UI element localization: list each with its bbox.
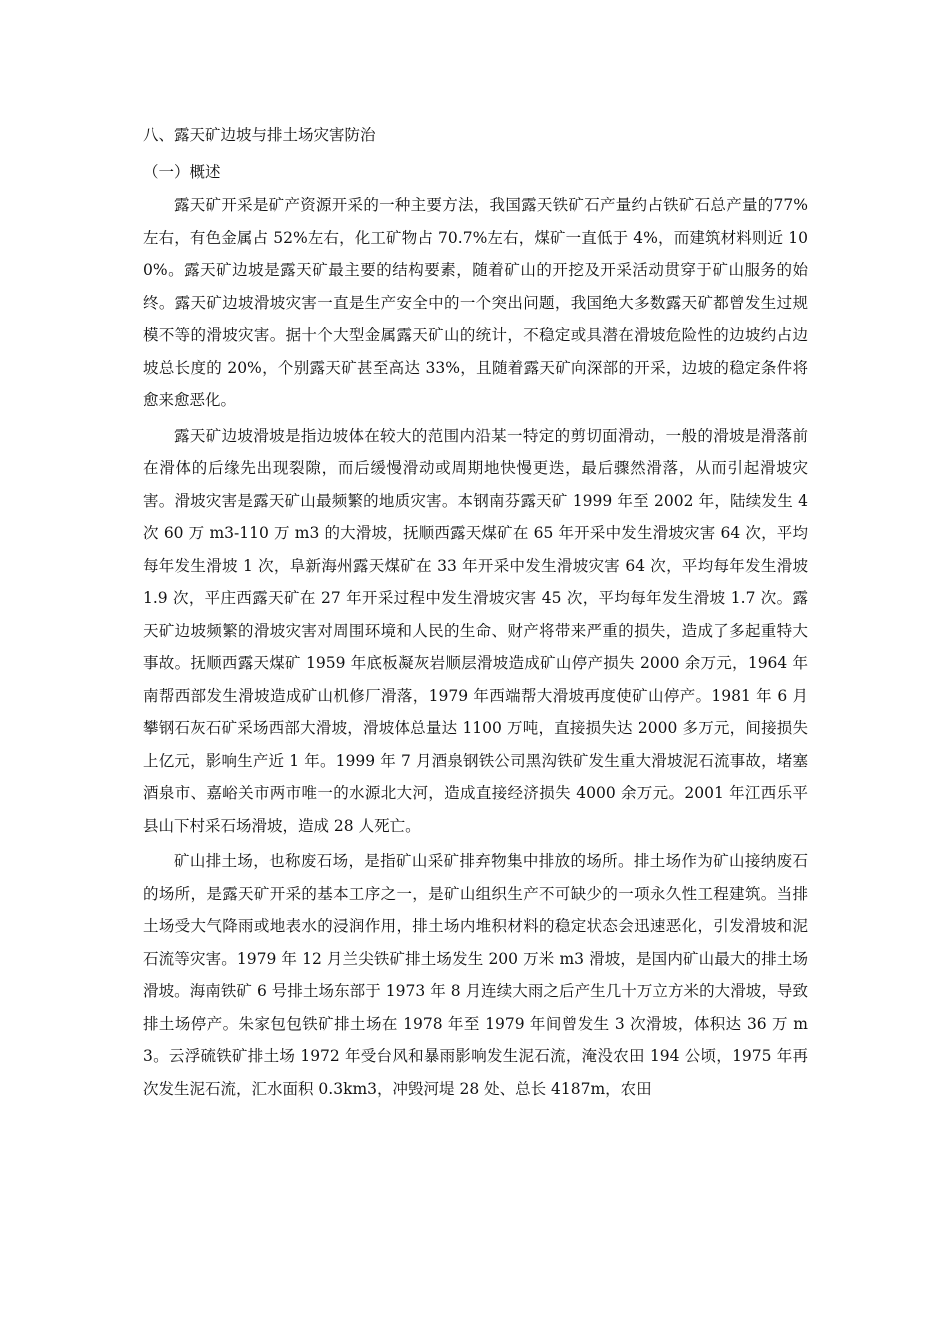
paragraph-overview-3: 矿山排土场，也称废石场，是指矿山采矿排弃物集中排放的场所。排土场作为矿山接纳废石的场所，是露天矿开采的基本工序之一，是矿山组织生产不可缺少的一项永久性工程建筑。当排土场受大气降雨或地表水的浸润作用，排土场内堆积材料的稳定状态会迅速恶化，引发滑坡和泥石流等灾害。1979 年 12 月兰尖铁矿排土场发生 200 万米 m3 滑坡，是国内矿山最大的排土场滑坡。海南铁矿 6 号排土场东部于 1973 年 8 月连续大雨之后产生几十万立方米的大滑坡，导致排土场停产。朱家包包铁矿排土场在 1978 年至 1979 年间曾发生 3 次滑坡，体积达 36 万 m3。云浮硫铁矿排土场 1972 年受台风和暴雨影响发生泥石流，淹没农田 194 公顷，1975 年再次发生泥石流，汇水面积 0.3km3，冲毁河堤 28 处、总长 4187m，农田: [143, 852, 808, 1098]
document-body: [143, 120, 808, 1105]
subsection-title: （一）概述: [143, 163, 221, 181]
paragraph-overview-1: 露天矿开采是矿产资源开采的一种主要方法，我国露天铁矿石产量约占铁矿石总产量的77%左右，有色金属占 52%左右，化工矿物占 70.7%左右，煤矿一直低于 4%，而建筑材料则近 100%。露天矿边坡是露天矿最主要的结构要素，随着矿山的开挖及开采活动贯穿于矿山服务的始终。露天矿边坡滑坡灾害一直是生产安全中的一个突出问题，我国绝大多数露天矿都曾发生过规模不等的滑坡灾害。据十个大型金属露天矿山的统计，不稳定或具潜在滑坡危险性的边坡约占边坡总长度的 20%，个别露天矿甚至高达 33%，且随着露天矿向深部的开采，边坡的稳定条件将愈来愈恶化。: [143, 196, 808, 409]
section-title: 八、露天矿边坡与排土场灾害防治: [143, 126, 376, 144]
paragraph-overview-2: 露天矿边坡滑坡是指边坡体在较大的范围内沿某一特定的剪切面滑动，一般的滑坡是滑落前在滑体的后缘先出现裂隙，而后缓慢滑动或周期地快慢更迭，最后骤然滑落，从而引起滑坡灾害。滑坡灾害是露天矿山最频繁的地质灾害。本钢南芬露天矿 1999 年至 2002 年，陆续发生 4 次 60 万 m3-110 万 m3 的大滑坡，抚顺西露天煤矿在 65 年开采中发生滑坡灾害 64 次，平均每年发生滑坡 1 次，阜新海州露天煤矿在 33 年开采中发生滑坡灾害 64 次，平均每年发生滑坡 1.9 次，平庄西露天矿在 27 年开采过程中发生滑坡灾害 45 次，平均每年发生滑坡 1.7 次。露天矿边坡频繁的滑坡灾害对周围环境和人民的生命、财产将带来严重的损失，造成了多起重特大事故。抚顺西露天煤矿 1959 年底板凝灰岩顺层滑坡造成矿山停产损失 2000 余万元，1964 年南帮西部发生滑坡造成矿山机修厂滑落，1979 年西端帮大滑坡再度使矿山停产。1981 年 6 月攀钢石灰石矿采场西部大滑坡，滑坡体总量达 1100 万吨，直接损失达 2000 多万元，间接损失上亿元，影响生产近 1 年。1999 年 7 月酒泉钢铁公司黑沟铁矿发生重大滑坡泥石流事故，堵塞酒泉市、嘉峪关市两市唯一的水源北大河，造成直接经济损失 4000 余万元。2001 年江西乐平县山下村采石场滑坡，造成 28 人死亡。: [143, 426, 808, 835]
